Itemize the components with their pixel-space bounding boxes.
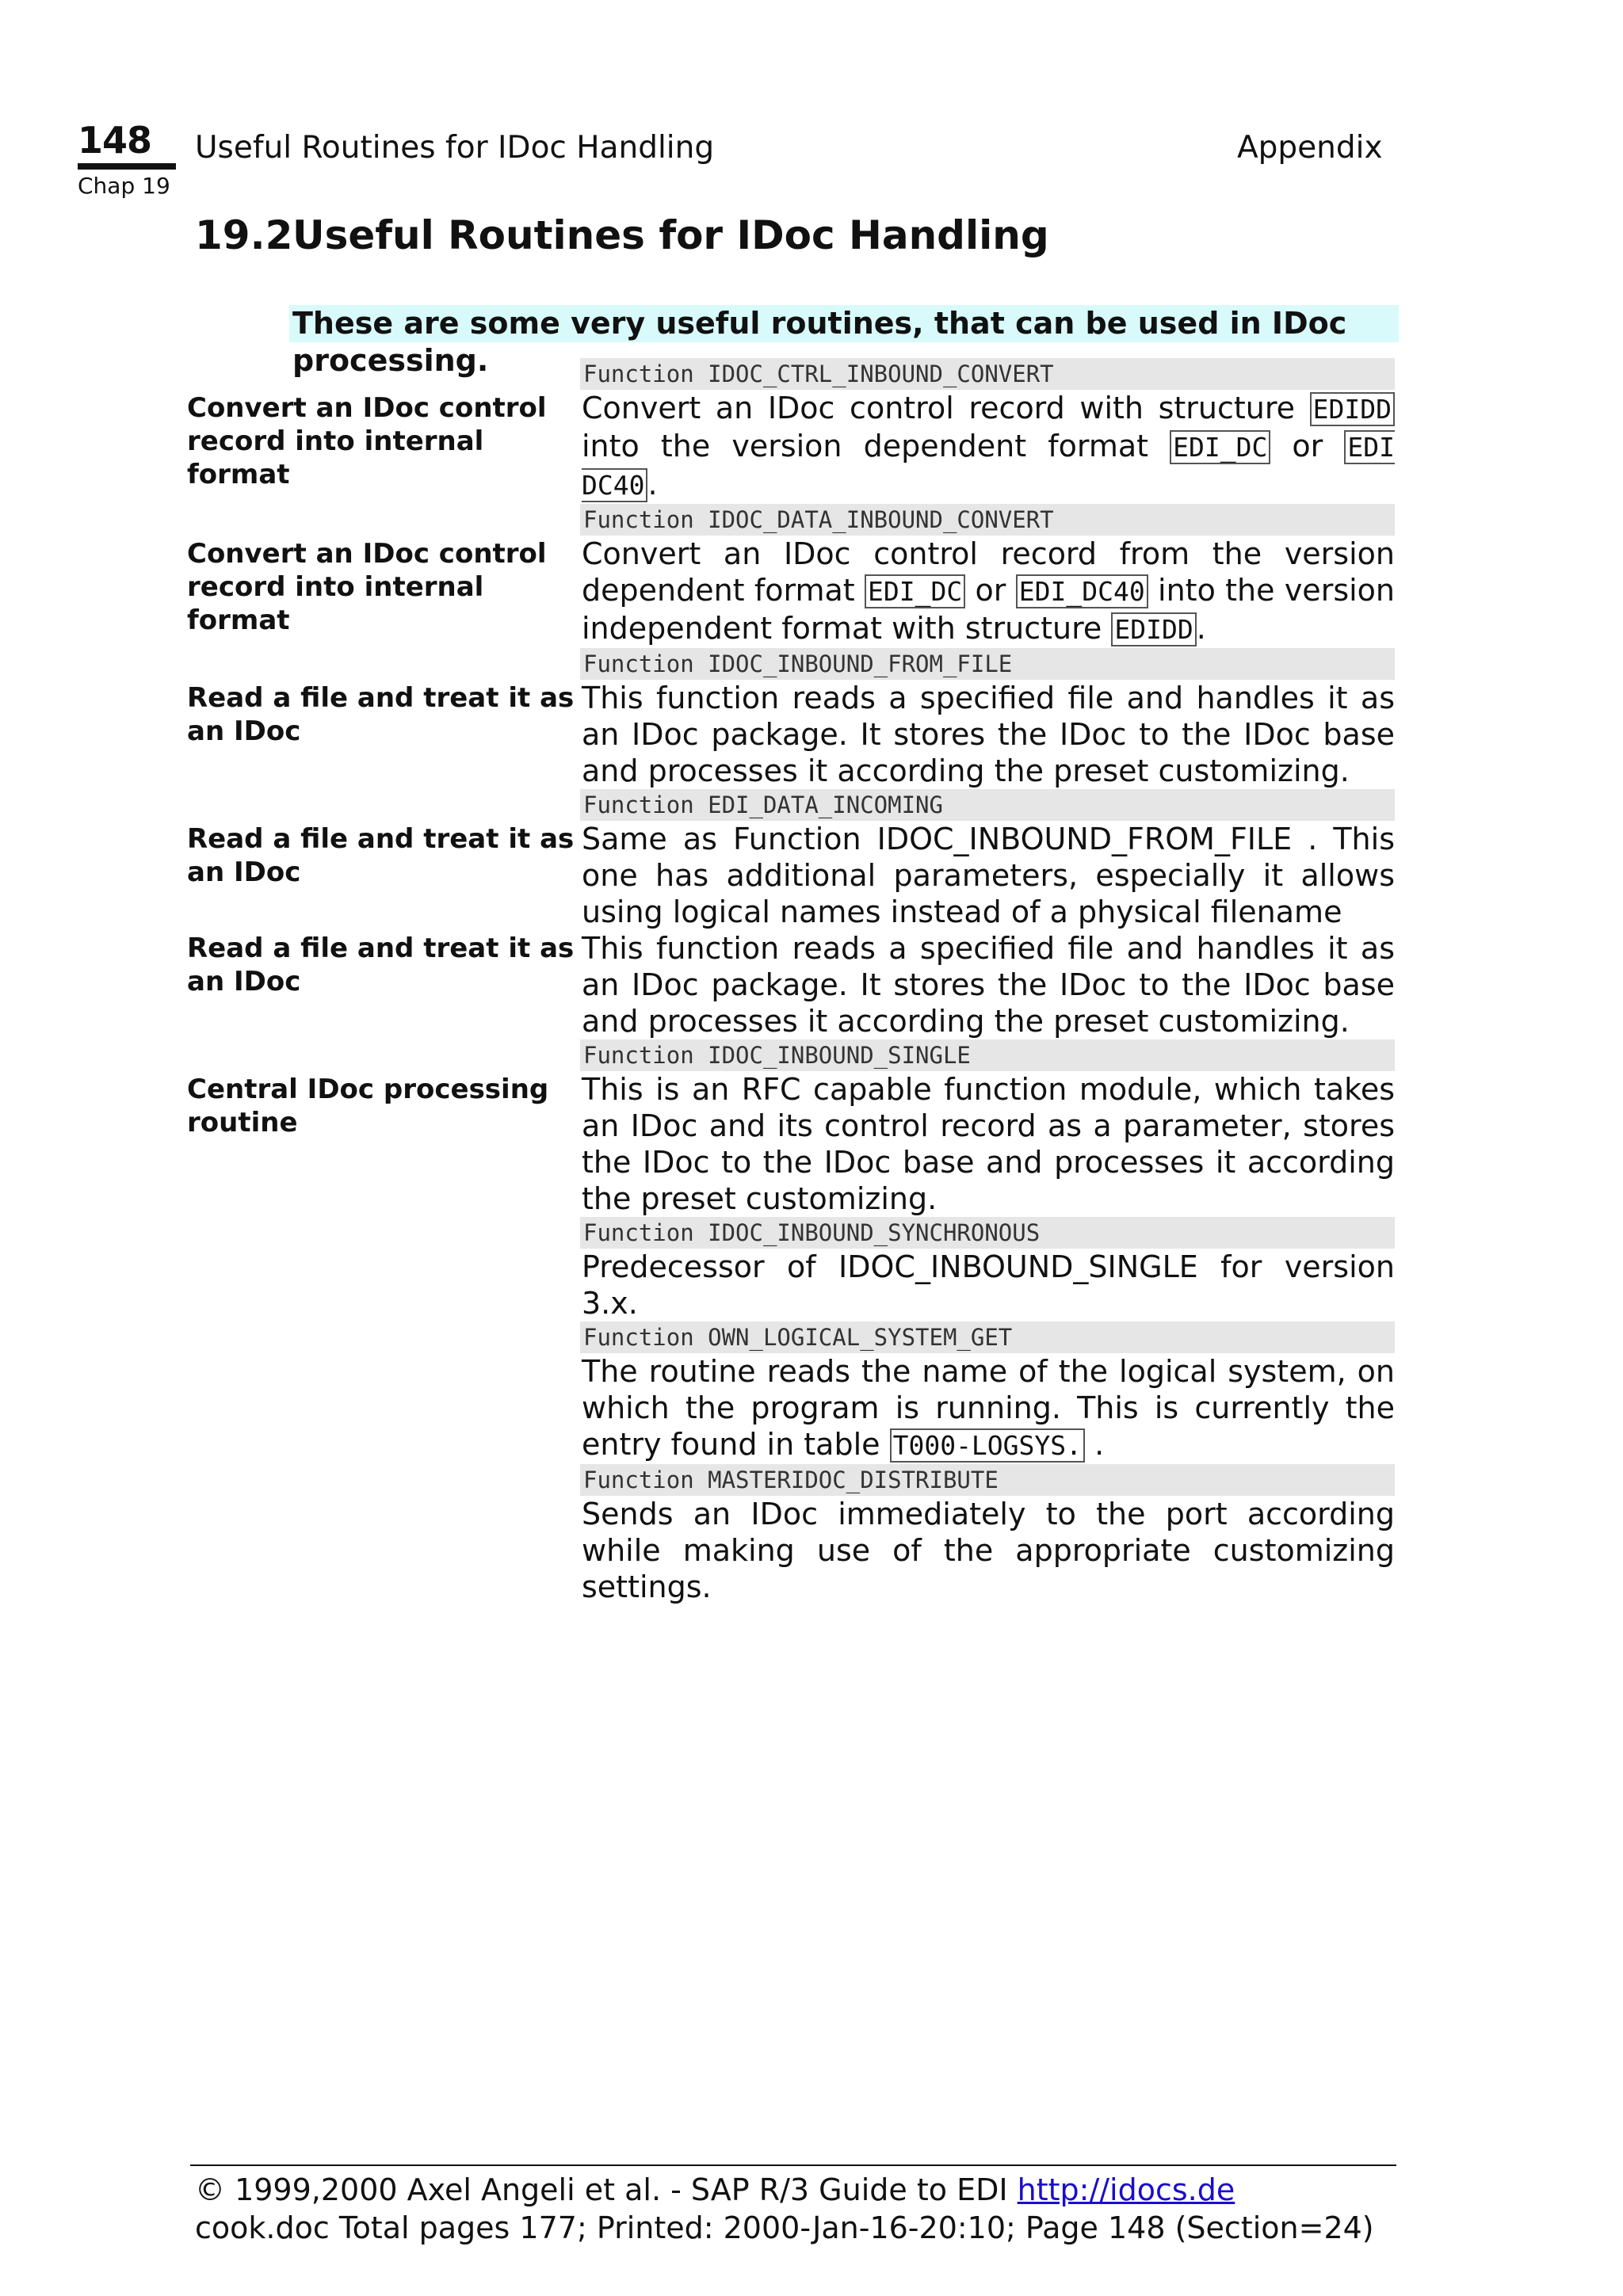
desc-text: The routine reads the name of the logical system, on which the program is running. This is currently the entry found in table — [582, 1354, 1395, 1462]
page-footer — [195, 2171, 1374, 2247]
function-name: Function IDOC_INBOUND_SYNCHRONOUS — [580, 1217, 1395, 1249]
footer-line-2: cook.doc Total pages 177; Printed: 2000-Jan-16-20:10; Page 148 (Section=24) — [195, 2210, 1374, 2245]
code-ref: EDI DC40 — [582, 432, 1396, 501]
routine-entry — [187, 1039, 1395, 1217]
section-title: Useful Routines for IDoc Handling — [292, 212, 1049, 258]
desc-text: Convert an IDoc control record from the version dependent format — [582, 536, 1395, 608]
routine-entry — [187, 930, 1395, 1039]
page-number: 148 — [78, 119, 152, 162]
footer-rule — [190, 2164, 1396, 2166]
routine-description: Predecessor of IDOC_INBOUND_SINGLE for version 3.x. — [582, 1249, 1395, 1321]
routine-entry — [187, 358, 1395, 504]
page-number-rule — [78, 163, 176, 170]
routine-entry — [187, 789, 1395, 930]
margin-note: Convert an IDoc control record into internal format — [187, 392, 547, 490]
routine-entry — [187, 504, 1395, 648]
routine-description: This is an RFC capable function module, which takes an IDoc and its control record as a parameter, stores the IDoc to the IDoc base and processes it according the preset customizing. — [582, 1072, 1395, 1216]
routine-description: This function reads a specified file and handles it as an IDoc package. It stores the IDoc to the IDoc base and processes it according the preset customizing. — [582, 681, 1395, 788]
routine-description — [580, 536, 1395, 648]
desc-text: or — [965, 573, 1016, 608]
desc-text: . — [647, 467, 658, 502]
desc-text: into the version dependent format — [582, 429, 1170, 463]
function-name: Function OWN_LOGICAL_SYSTEM_GET — [580, 1322, 1395, 1353]
routine-entry — [187, 1322, 1395, 1464]
routine-entry — [187, 1464, 1395, 1605]
routine-description: This function reads a specified file and handles it as an IDoc package. It stores the IDoc to the IDoc base and processes it according the preset customizing. — [582, 931, 1395, 1039]
code-ref: EDI_DC — [1170, 430, 1270, 464]
running-title: Useful Routines for IDoc Handling — [195, 130, 715, 166]
routine-description — [580, 390, 1395, 504]
code-ref: EDIDD — [1111, 612, 1196, 646]
desc-text: . — [1196, 611, 1206, 646]
code-ref: T000-LOGSYS. — [890, 1428, 1085, 1463]
routine-description: Same as Function IDOC_INBOUND_FROM_FILE . This one has additional parameters, especially it allows using logical names instead of a physical filename — [582, 822, 1395, 929]
function-name: Function IDOC_INBOUND_SINGLE — [580, 1039, 1395, 1071]
function-name: Function IDOC_CTRL_INBOUND_CONVERT — [580, 358, 1395, 390]
part-label: Appendix — [1237, 130, 1383, 166]
margin-note — [187, 1353, 580, 1464]
code-ref: EDI_DC — [865, 574, 965, 608]
section-number: 19.2 — [195, 212, 293, 258]
routine-description: Sends an IDoc immediately to the port according while making use of the appropriate customizing settings. — [582, 1497, 1395, 1604]
code-ref: EDIDD — [1310, 392, 1395, 426]
copyright-text: © 1999,2000 Axel Angeli et al. - SAP R/3 Guide to EDI — [195, 2172, 1018, 2207]
function-name: Function IDOC_INBOUND_FROM_FILE — [580, 648, 1395, 680]
margin-note: Central IDoc processing routine — [187, 1074, 549, 1138]
chapter-label: Chap 19 — [78, 173, 170, 199]
margin-note: Read a file and treat it as an IDoc — [187, 823, 575, 888]
footer-line-1 — [195, 2171, 1374, 2209]
intro-highlight: These are some very useful routines, that can be used in IDoc processing. — [289, 305, 1399, 342]
function-name: Function MASTERIDOC_DISTRIBUTE — [580, 1464, 1395, 1496]
desc-text: . — [1085, 1427, 1105, 1462]
routine-list — [187, 358, 1395, 1605]
margin-note: Read a file and treat it as an IDoc — [187, 933, 575, 997]
function-name: Function IDOC_DATA_INBOUND_CONVERT — [580, 504, 1395, 536]
routine-entry — [187, 648, 1395, 789]
margin-note: Convert an IDoc control record into internal format — [187, 538, 547, 636]
margin-note — [187, 1496, 580, 1605]
routine-entry — [187, 1217, 1395, 1322]
margin-note: Read a file and treat it as an IDoc — [187, 682, 575, 747]
website-link[interactable]: http://idocs.de — [1017, 2172, 1235, 2207]
code-ref: EDI_DC40 — [1016, 574, 1148, 608]
desc-text: into the version independent format with structure — [582, 573, 1396, 646]
function-name: Function EDI_DATA_INCOMING — [580, 789, 1395, 821]
section-heading — [195, 212, 1049, 258]
routine-description — [580, 1353, 1395, 1464]
margin-note — [187, 1249, 580, 1322]
desc-text: or — [1270, 429, 1345, 463]
desc-text: Convert an IDoc control record with structure — [582, 391, 1310, 425]
